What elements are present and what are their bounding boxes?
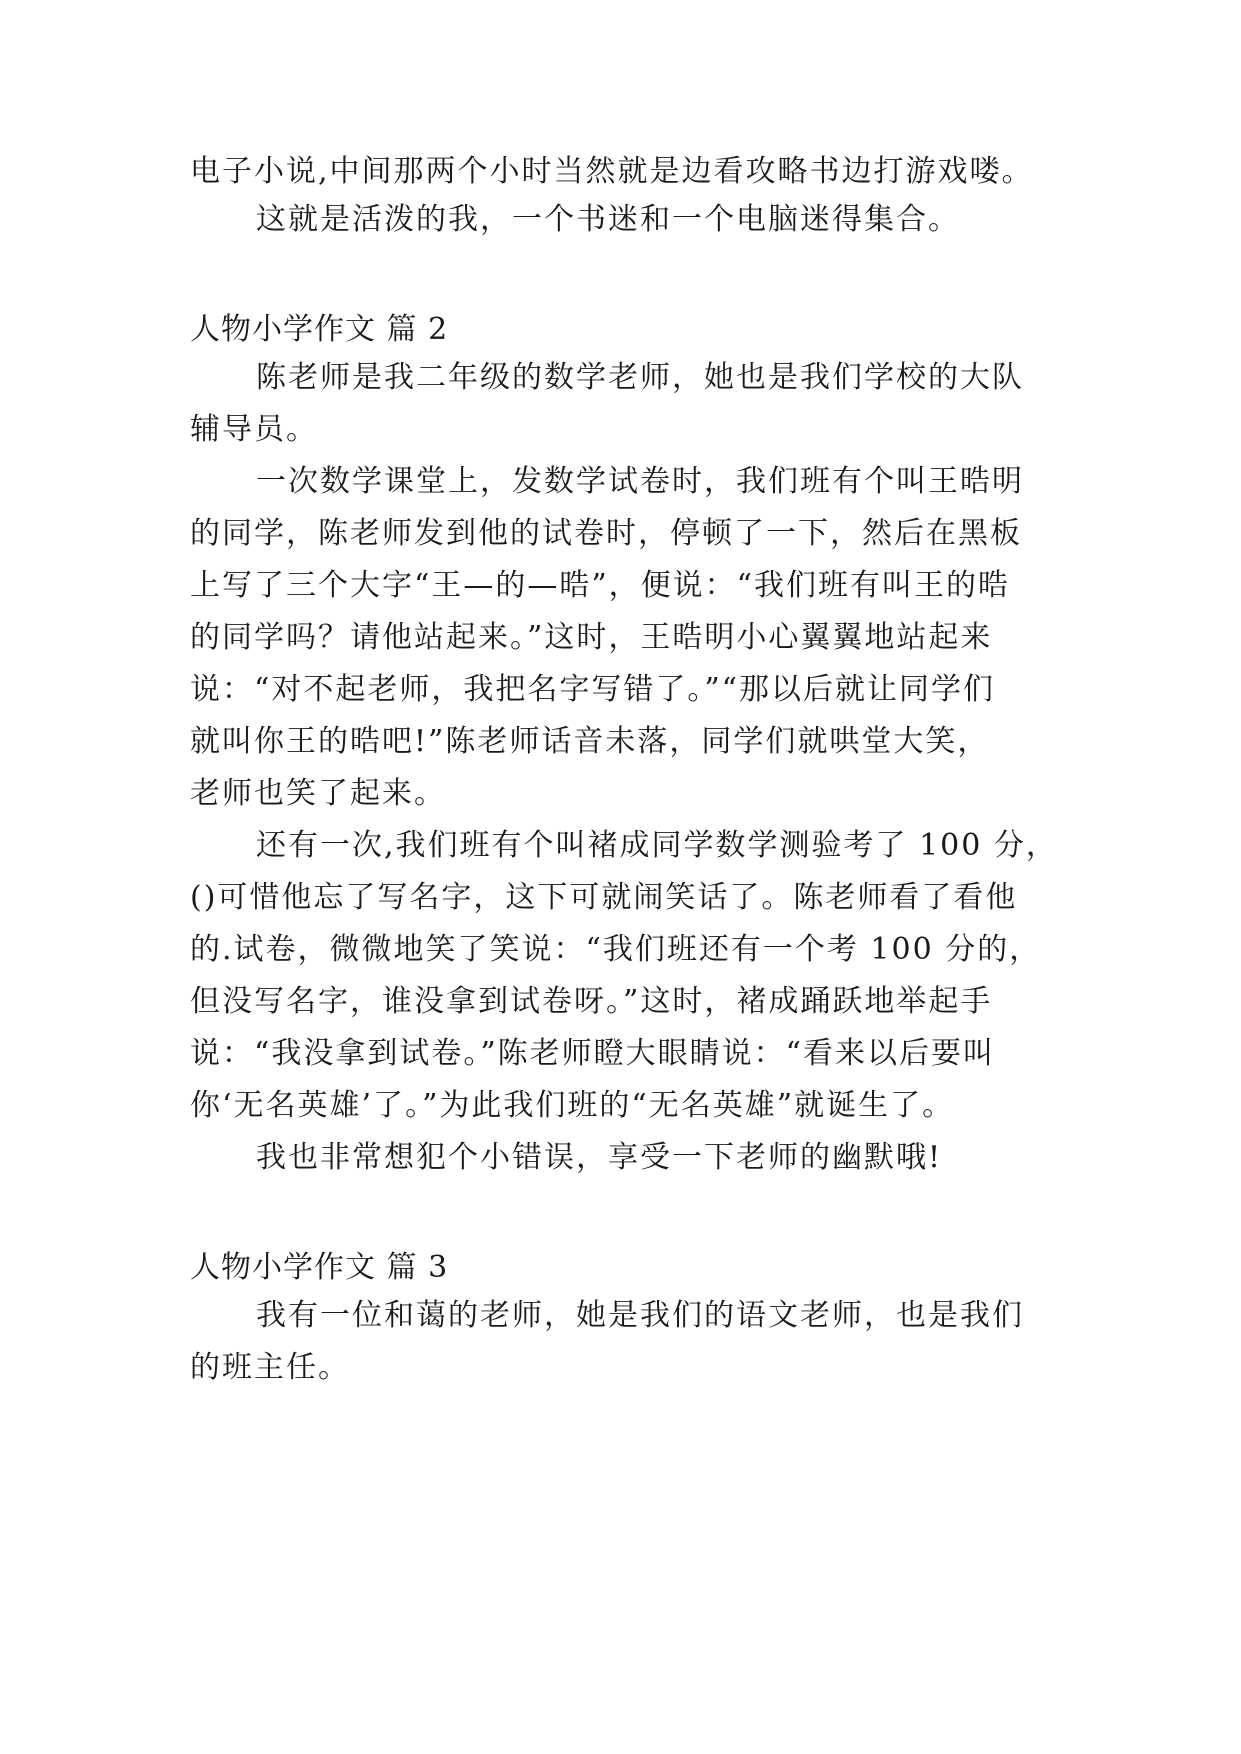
paragraph-line: 陈老师是我二年级的数学老师，她也是我们学校的大队 [256,360,1024,395]
paragraph-line: 说：“我没拿到试卷。”陈老师瞪大眼睛说：“看来以后要叫 [190,1036,996,1071]
paragraph-line: 的同学吗？请他站起来。”这时，王晧明小心翼翼地站起来 [190,620,993,655]
paragraph-line: 的.试卷，微微地笑了笑说：“我们班还有一个考 100 分的， [190,932,1042,967]
paragraph-line: 老师也笑了起来。 [190,776,446,811]
section-heading: 人物小学作文 篇 3 [190,1250,449,1285]
paragraph-line: ()可惜他忘了写名字，这下可就闹笑话了。陈老师看了看他 [190,880,1018,915]
paragraph-line: 就叫你王的晧吧!”陈老师话音未落，同学们就哄堂大笑， [190,724,990,759]
paragraph-line: 的班主任。 [190,1350,350,1385]
paragraph-line: 你‘无名英雄’了。”为此我们班的“无名英雄”就诞生了。 [190,1088,955,1123]
paragraph-line: 说：“对不起老师，我把名字写错了。”“那以后就让同学们 [190,672,996,707]
paragraph-line: 上写了三个大字“王—的—晧”，便说：“我们班有叫王的晧 [190,568,1011,603]
paragraph-line: 我也非常想犯个小错误，享受一下老师的幽默哦! [256,1140,943,1175]
paragraph-line: 我有一位和蔼的老师，她是我们的语文老师，也是我们 [256,1298,1024,1333]
paragraph-line: 一次数学课堂上，发数学试卷时，我们班有个叫王晧明 [256,464,1024,499]
paragraph-line: 这就是活泼的我，一个书迷和一个电脑迷得集合。 [256,202,960,237]
paragraph-line: 的同学，陈老师发到他的试卷时，停顿了一下，然后在黑板 [190,516,1022,551]
paragraph-line: 但没写名字，谁没拿到试卷呀。”这时，褚成踊跃地举起手 [190,984,993,1019]
paragraph-line: 辅导员。 [190,412,318,447]
paragraph-line: 还有一次,我们班有个叫褚成同学数学测验考了 100 分， [256,828,1058,863]
section-heading: 人物小学作文 篇 2 [190,312,449,347]
paragraph-line: 电子小说,中间那两个小时当然就是边看攻略书边打游戏喽。 [190,154,1034,189]
